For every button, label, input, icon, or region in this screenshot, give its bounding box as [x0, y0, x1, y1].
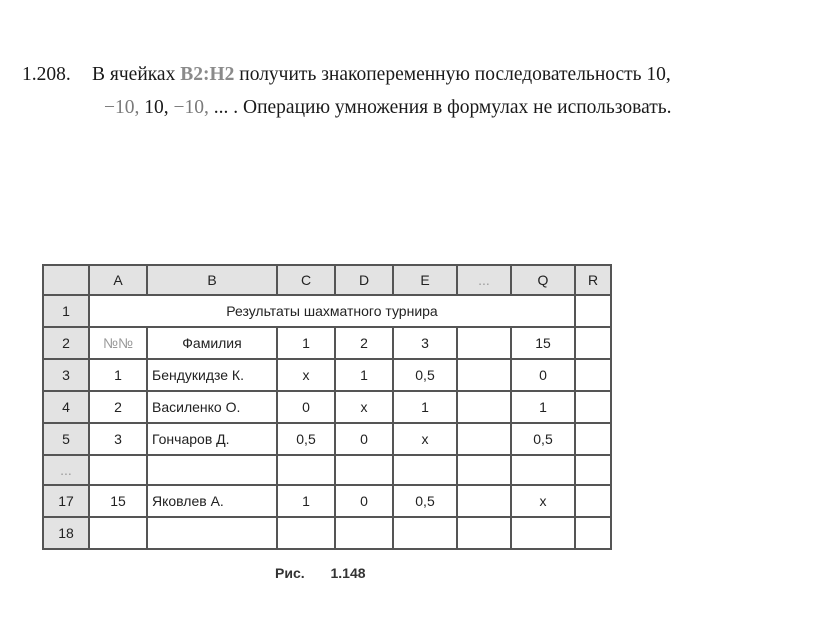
- column-header-r: R: [575, 265, 611, 295]
- table-cell: 0: [335, 423, 393, 455]
- table-row: [43, 517, 611, 549]
- table-cell: Яковлев А.: [147, 485, 277, 517]
- table-cell: [277, 455, 335, 485]
- table-cell: [277, 517, 335, 549]
- table-title-cell: Результаты шахматного турнира: [89, 295, 575, 327]
- table-cell: [89, 455, 147, 485]
- table-cell: [457, 517, 511, 549]
- table-cell: 0: [511, 359, 575, 391]
- table-cell: [575, 423, 611, 455]
- table-row: [43, 423, 611, 455]
- table-cell: Гончаров Д.: [147, 423, 277, 455]
- table-cell: №№: [89, 327, 147, 359]
- table-cell: [457, 327, 511, 359]
- sequence-item-neg: −10,: [104, 97, 140, 118]
- table-cell: 2: [335, 327, 393, 359]
- problem-text: [22, 58, 792, 124]
- table-cell: [575, 359, 611, 391]
- table-cell: 1: [277, 485, 335, 517]
- table-cell: 15: [89, 485, 147, 517]
- table-cell: 1: [335, 359, 393, 391]
- sequence-item-pos: 10,: [139, 97, 174, 118]
- table-cell: 0: [277, 391, 335, 423]
- column-header-e: E: [393, 265, 457, 295]
- table-cell: Бендукидзе К.: [147, 359, 277, 391]
- table-cell: [457, 485, 511, 517]
- table-cell: [335, 517, 393, 549]
- table-cell: 15: [511, 327, 575, 359]
- table-cell: [511, 455, 575, 485]
- sequence-item-neg: −10,: [173, 97, 209, 118]
- corner-cell: [43, 265, 89, 295]
- table-row: [43, 359, 611, 391]
- table-cell: 0,5: [393, 485, 457, 517]
- row-header: 4: [43, 391, 89, 423]
- figure-caption: Рис. 1.148: [275, 565, 366, 581]
- table-cell: [575, 455, 611, 485]
- problem-text-part1: В ячейках: [92, 64, 181, 85]
- table-row: [43, 327, 611, 359]
- table-cell: 1: [393, 391, 457, 423]
- table-cell: [457, 359, 511, 391]
- table-cell: 0,5: [393, 359, 457, 391]
- table-cell: 1: [277, 327, 335, 359]
- table-cell: [575, 391, 611, 423]
- column-header-b: B: [147, 265, 277, 295]
- row-header: 17: [43, 485, 89, 517]
- table-cell: [147, 455, 277, 485]
- row-header: 1: [43, 295, 89, 327]
- table-cell: 2: [89, 391, 147, 423]
- table-row: [43, 391, 611, 423]
- table-cell: x: [511, 485, 575, 517]
- table-row: [43, 295, 611, 327]
- table-cell: [89, 517, 147, 549]
- problem-text-part2: получить знакопеременную последовательность 10,: [234, 64, 671, 85]
- table-row: [43, 485, 611, 517]
- table-cell: 1: [89, 359, 147, 391]
- table-cell: 1: [511, 391, 575, 423]
- row-header: ...: [43, 455, 89, 485]
- table-cell: x: [335, 391, 393, 423]
- table-cell: Фамилия: [147, 327, 277, 359]
- problem-number: 1.208.: [22, 64, 71, 85]
- table-cell: [393, 455, 457, 485]
- table-cell: 3: [393, 327, 457, 359]
- table-cell: [457, 423, 511, 455]
- table-cell: [393, 517, 457, 549]
- table-cell: [335, 455, 393, 485]
- column-header-a: A: [89, 265, 147, 295]
- row-header: 2: [43, 327, 89, 359]
- problem-line-2: [22, 91, 792, 124]
- table-cell: 3: [89, 423, 147, 455]
- column-header-d: D: [335, 265, 393, 295]
- row-header: 5: [43, 423, 89, 455]
- table-cell: 0,5: [277, 423, 335, 455]
- row-header: 18: [43, 517, 89, 549]
- column-header-row: [43, 265, 611, 295]
- table-cell: x: [393, 423, 457, 455]
- problem-text-part3: ... . Операцию умножения в формулах не использовать.: [208, 97, 672, 118]
- table-cell: [575, 517, 611, 549]
- table-cell: [457, 455, 511, 485]
- table-cell: [575, 295, 611, 327]
- table-cell: 0: [335, 485, 393, 517]
- table-cell: x: [277, 359, 335, 391]
- column-header-ellipsis: ...: [457, 265, 511, 295]
- table-cell: [575, 485, 611, 517]
- column-header-q: Q: [511, 265, 575, 295]
- table-row: [43, 455, 611, 485]
- column-header-c: C: [277, 265, 335, 295]
- spreadsheet-figure: [42, 264, 612, 550]
- problem-line-1: [22, 58, 792, 91]
- row-header: 3: [43, 359, 89, 391]
- table-cell: 0,5: [511, 423, 575, 455]
- cell-range: B2:H2: [180, 64, 235, 85]
- table-cell: [147, 517, 277, 549]
- table-cell: Василенко О.: [147, 391, 277, 423]
- table-cell: [511, 517, 575, 549]
- table-cell: [457, 391, 511, 423]
- table-cell: [575, 327, 611, 359]
